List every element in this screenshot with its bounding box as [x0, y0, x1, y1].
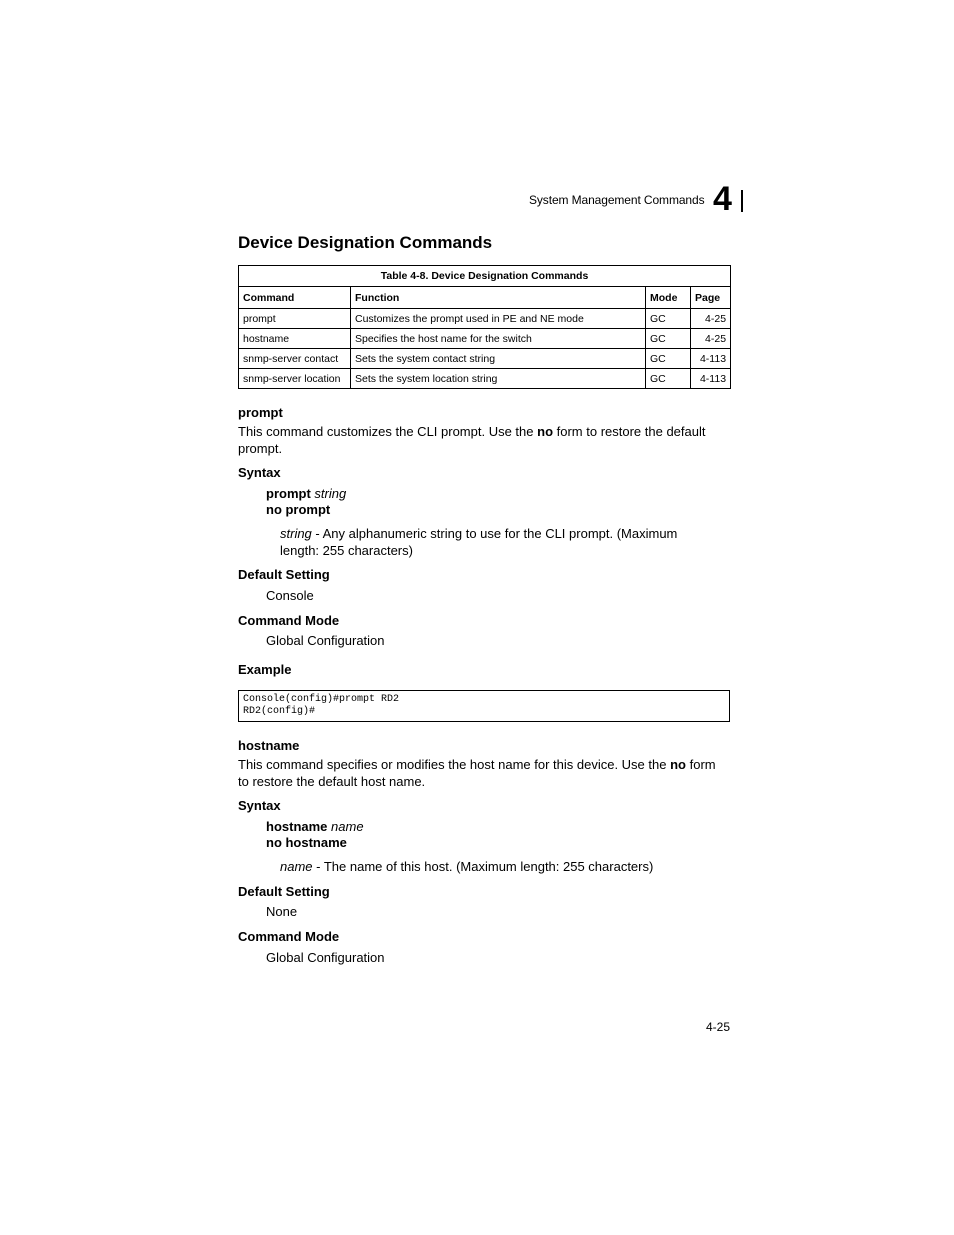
cell-function: Sets the system contact string: [351, 349, 646, 369]
prompt-desc-text-end: form to restore the default: [553, 424, 706, 439]
cell-command: snmp-server contact: [239, 349, 351, 369]
cell-command: hostname: [239, 329, 351, 349]
cell-mode: GC: [646, 309, 691, 329]
prompt-param-desc: - Any alphanumeric string to use for the CLI prompt. (Maximum: [311, 526, 678, 541]
prompt-mode-heading: Command Mode: [238, 613, 340, 628]
hostname-syntax-no: no hostname: [266, 835, 347, 850]
column-header-function: Function: [351, 287, 646, 309]
table-row: [239, 309, 731, 329]
example-code-box: [238, 690, 730, 722]
example-code-line: Console(config)#prompt RD2: [243, 694, 400, 705]
column-header-command: Command: [239, 287, 351, 309]
table-row: [239, 349, 731, 369]
hostname-desc-text-end: form: [685, 757, 716, 772]
cell-function: Sets the system location string: [351, 369, 646, 389]
cell-mode: GC: [646, 329, 691, 349]
prompt-param-name: string: [280, 526, 312, 541]
prompt-param-desc-line2: length: 255 characters): [280, 543, 413, 558]
hostname-syntax-heading: Syntax: [238, 798, 281, 813]
hostname-description: [238, 756, 730, 790]
prompt-desc-no: no: [537, 424, 554, 439]
cell-function: Specifies the host name for the switch: [351, 329, 646, 349]
hostname-syntax-command: hostname: [266, 819, 328, 834]
cell-command: prompt: [239, 309, 351, 329]
hostname-parameter: [280, 858, 720, 875]
prompt-description: [238, 423, 730, 457]
hostname-mode-heading: Command Mode: [238, 929, 340, 944]
cell-command: snmp-server location: [239, 369, 351, 389]
prompt-heading: prompt: [238, 405, 283, 420]
hostname-param-desc: - The name of this host. (Maximum length: 255 characters): [312, 859, 654, 874]
running-header: System Management Commands: [529, 193, 705, 207]
prompt-parameter: [280, 525, 710, 559]
column-header-mode: Mode: [646, 287, 691, 309]
chapter-number: 4: [713, 180, 732, 218]
prompt-default-heading: Default Setting: [238, 567, 330, 582]
cell-mode: GC: [646, 349, 691, 369]
hostname-heading: hostname: [238, 738, 300, 753]
hostname-default-heading: Default Setting: [238, 884, 330, 899]
prompt-example-heading: Example: [238, 662, 292, 677]
prompt-syntax-command: prompt: [266, 486, 311, 501]
hostname-desc-text: This command specifies or modifies the host name for this device. Use the: [238, 757, 671, 772]
cell-mode: GC: [646, 369, 691, 389]
prompt-syntax-heading: Syntax: [238, 465, 281, 480]
column-header-page: Page: [691, 287, 731, 309]
prompt-desc-text-line2: prompt.: [238, 441, 283, 456]
table-row: [239, 329, 731, 349]
hostname-desc-no: no: [670, 757, 686, 772]
page-title: Device Designation Commands: [238, 233, 493, 252]
hostname-default-value: None: [266, 904, 298, 919]
prompt-syntax-no: no prompt: [266, 502, 331, 517]
cell-page: 4-113: [691, 369, 731, 389]
prompt-default-value: Console: [266, 588, 314, 603]
cell-page: 4-25: [691, 309, 731, 329]
example-code-line: RD2(config)#: [243, 706, 316, 717]
hostname-param-name: name: [280, 859, 313, 874]
hostname-desc-text-line2: to restore the default host name.: [238, 774, 426, 789]
table-caption: Table 4-8. Device Designation Commands: [239, 266, 731, 287]
cell-page: 4-113: [691, 349, 731, 369]
prompt-syntax-arg: string: [314, 486, 347, 501]
cell-function: Customizes the prompt used in PE and NE mode: [351, 309, 646, 329]
hostname-mode-value: Global Configuration: [266, 950, 385, 965]
device-designation-table: [238, 265, 731, 389]
prompt-syntax-line: [266, 485, 346, 502]
prompt-desc-text: This command customizes the CLI prompt. Use the: [238, 424, 538, 439]
prompt-mode-value: Global Configuration: [266, 633, 385, 648]
hostname-syntax-line: [266, 818, 364, 835]
chapter-rule: [741, 190, 743, 212]
cell-page: 4-25: [691, 329, 731, 349]
hostname-syntax-arg: name: [331, 819, 364, 834]
page-number: 4-25: [706, 1020, 731, 1034]
table-row: [239, 369, 731, 389]
